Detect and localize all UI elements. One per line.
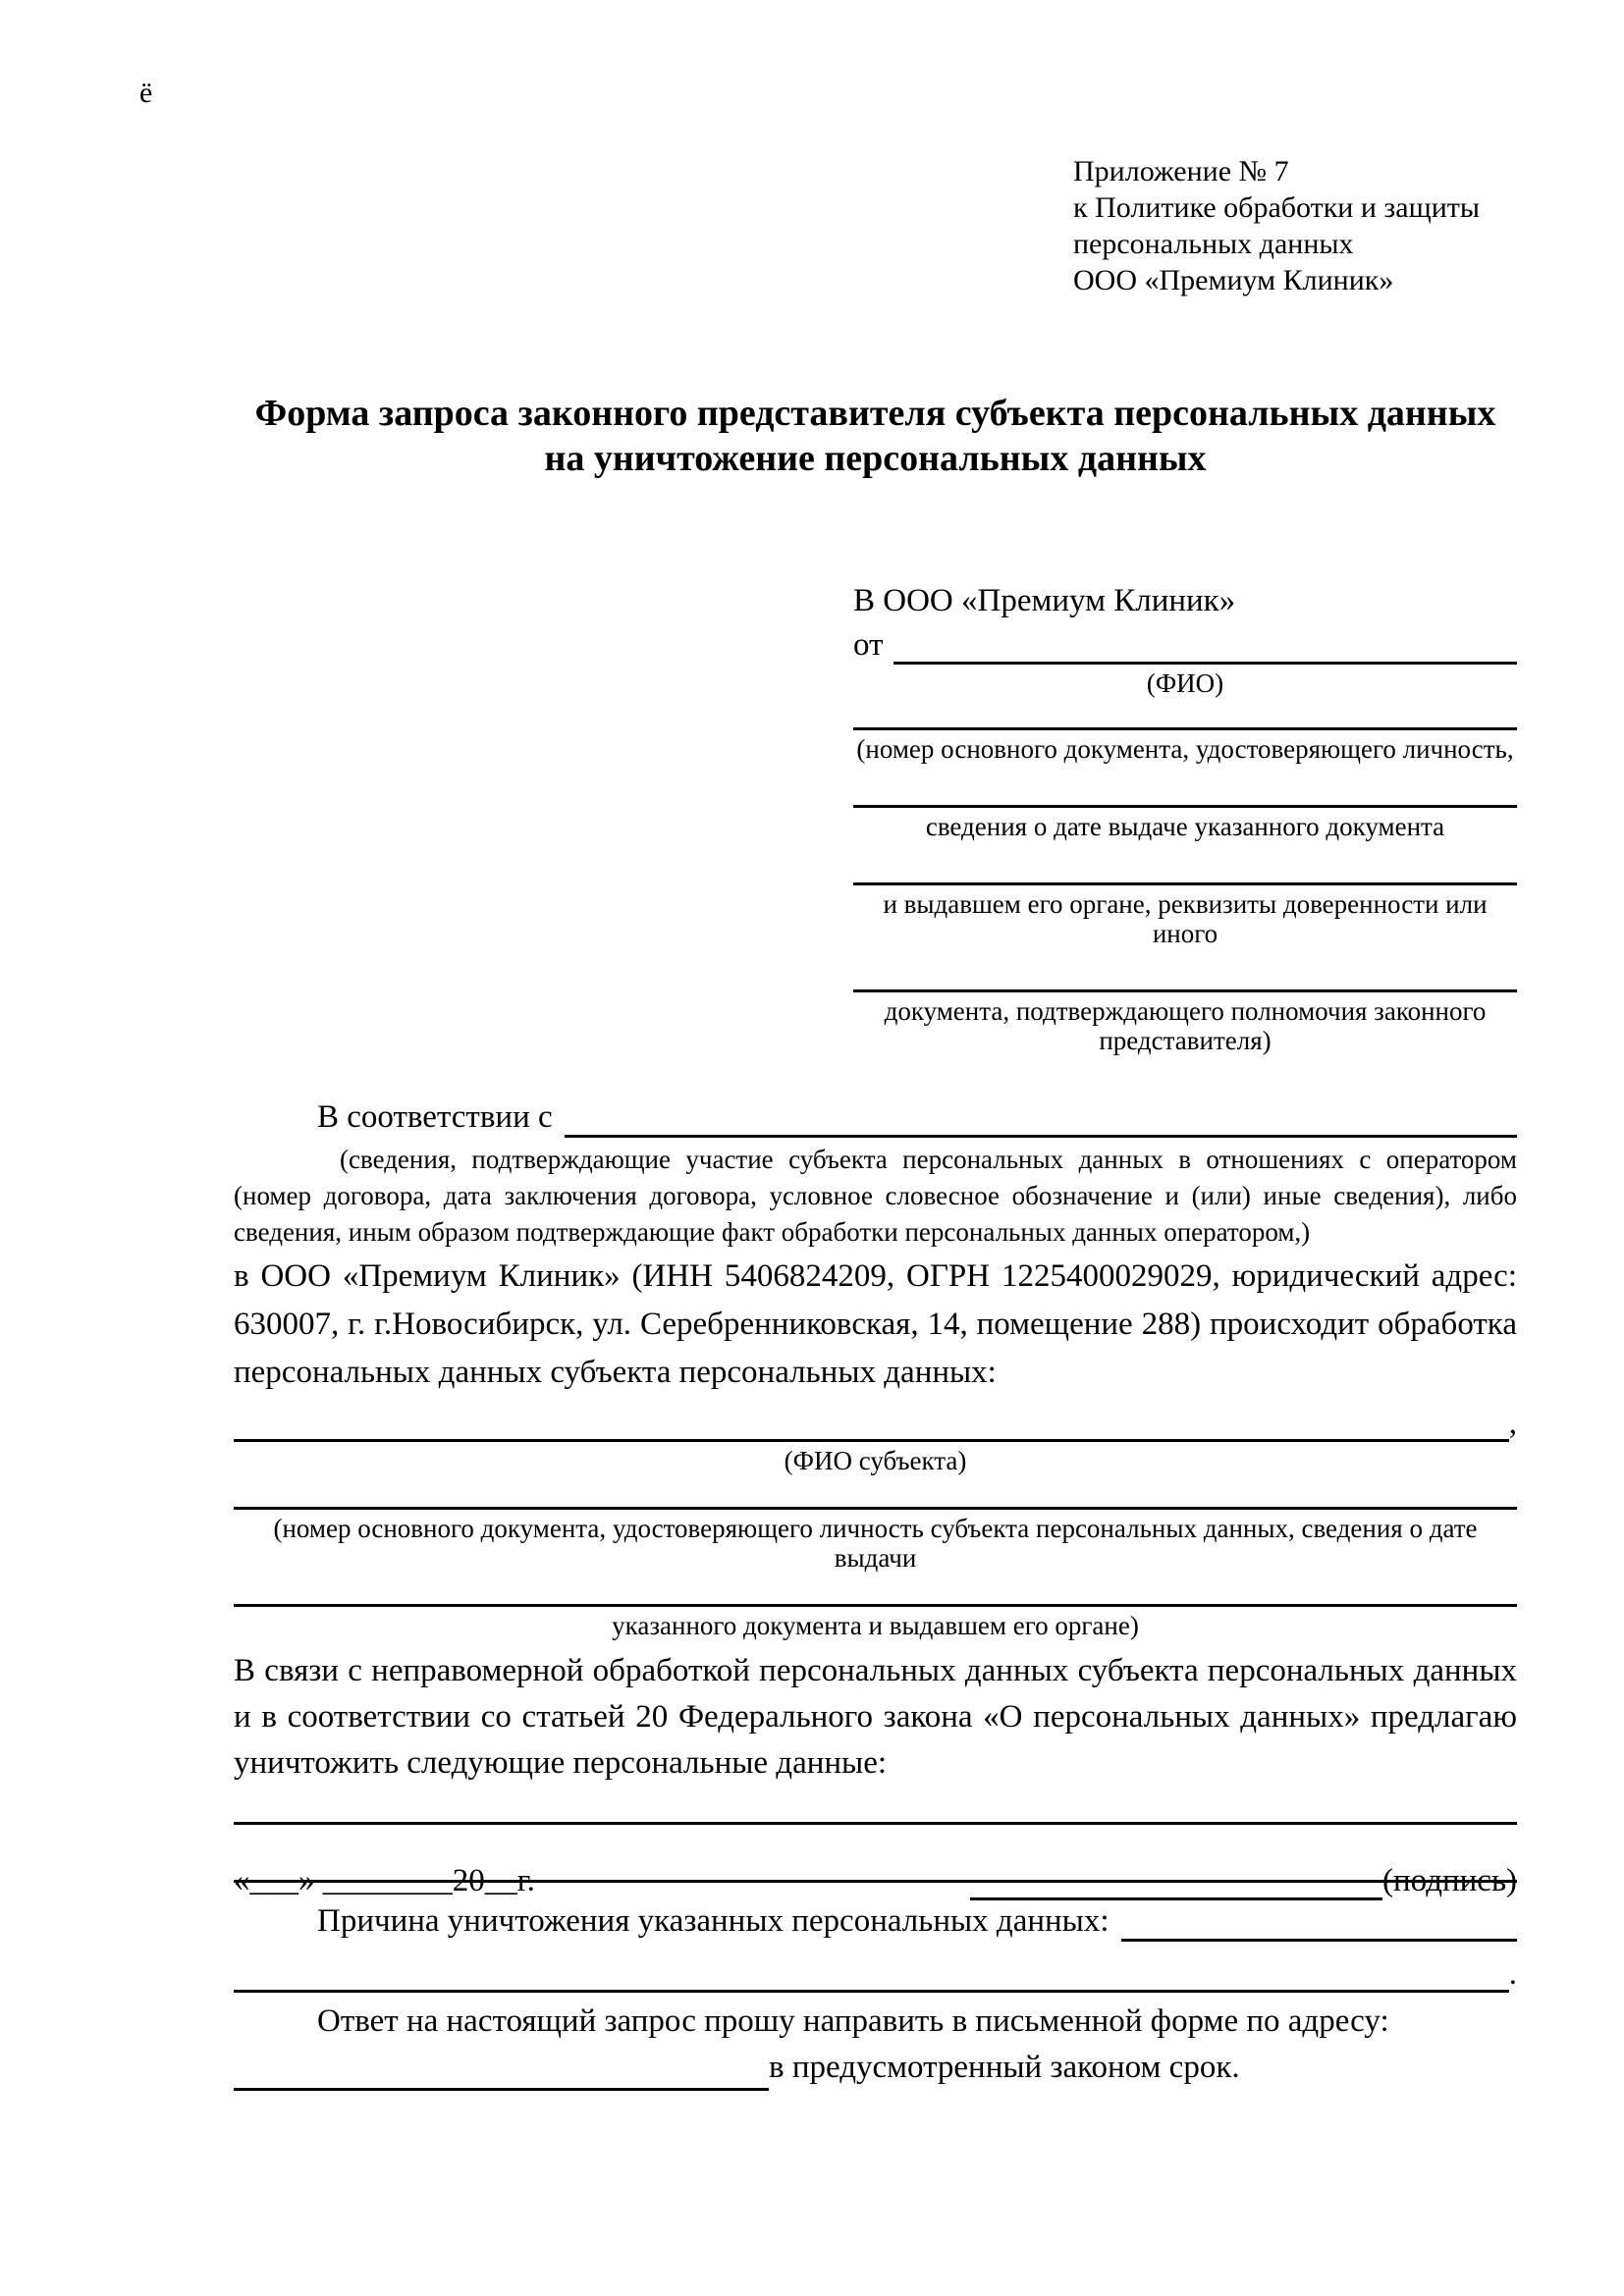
reason-row xyxy=(234,1900,1517,1942)
footer xyxy=(234,1861,1517,1900)
identity-document-caption: (номер основного документа, удостоверяющего личность, xyxy=(856,734,1514,764)
authority-document-field-line[interactable] xyxy=(853,988,1517,992)
appendix-line: к Политике обработки и защиты xyxy=(1073,191,1481,224)
from-label: от xyxy=(853,627,884,663)
operator-paragraph: в ООО «Премиум Клиник» (ИНН 5406824209, ОГРН 1225400029029, юридический адрес: 630007, г. г.Новосибирск, ул. Серебренниковская, 14, помещение 288) происходит обработка персональных данных субъекта персональных данных: xyxy=(234,1258,1517,1390)
subject-fio-caption: (ФИО субъекта) xyxy=(784,1446,967,1475)
subject-document-authority-caption: указанного документа и выдавшем его органе) xyxy=(612,1611,1139,1640)
signature-block xyxy=(970,1861,1517,1900)
issuing-authority-caption: и выдавшем его органе, реквизиты доверенности или иного xyxy=(883,889,1488,948)
reason-continuation-row xyxy=(234,1955,1517,1993)
representative-fio-field-line[interactable] xyxy=(893,662,1518,665)
stray-character: ё xyxy=(139,77,153,109)
issue-date-field-line[interactable] xyxy=(853,803,1517,808)
personal-data-list-field-line[interactable] xyxy=(234,1820,1517,1825)
appendix-line: персональных данных xyxy=(1073,228,1354,260)
subject-fio-field-line[interactable] xyxy=(234,1439,1509,1442)
reason-trailing-period: . xyxy=(1508,1956,1517,1992)
from-row xyxy=(853,625,1517,665)
reason-lead: Причина уничтожения указанных персональных данных: xyxy=(317,1903,1110,1939)
appendix-line: Приложение № 7 xyxy=(1073,155,1289,187)
subject-fio-trailing-comma: , xyxy=(1508,1406,1517,1441)
subject-fio-row xyxy=(234,1405,1517,1442)
date-line: «___» ________20__г. xyxy=(234,1863,535,1898)
unlawful-processing-paragraph: В связи с неправомерной обработкой персональных данных субъекта персональных данных и в соответствии со статьей 20 Федерального закона «О персональных данных» предлагаю уничтожить следующие персональные данные: xyxy=(234,1653,1517,1781)
document-title-line: Форма запроса законного представителя субъекта персональных данных xyxy=(254,393,1496,434)
answer-paragraph: Ответ на настоящий запрос прошу направить в письменной форме по адресу: xyxy=(317,2003,1389,2039)
addressee-block xyxy=(853,583,1517,1055)
fio-caption: (ФИО) xyxy=(1146,668,1224,698)
accordance-row xyxy=(234,1096,1517,1138)
authority-document-caption: документа, подтверждающего полномочия законного представителя) xyxy=(884,996,1487,1055)
answer-tail-text: в предусмотренный законом срок. xyxy=(769,2050,1240,2085)
signature-field-line[interactable] xyxy=(970,1862,1382,1900)
reason-field-line[interactable] xyxy=(1121,1939,1517,1942)
answer-address-row xyxy=(234,2045,1517,2091)
appendix-line: ООО «Премиум Клиник» xyxy=(1073,264,1394,296)
signature-caption: (подпись) xyxy=(1382,1863,1517,1898)
appendix-header xyxy=(1073,153,1517,298)
identity-document-field-line[interactable] xyxy=(853,725,1517,730)
subject-document-field-line[interactable] xyxy=(234,1505,1517,1510)
subject-document-authority-field-line[interactable] xyxy=(234,1602,1517,1607)
addressee-to: В ООО «Премиум Клиник» xyxy=(853,583,1236,618)
accordance-lead: В соответствии с xyxy=(317,1099,553,1135)
document-title-line: на уничтожение персональных данных xyxy=(544,438,1207,479)
accordance-fine-print: (сведения, подтверждающие участие субъекта персональных данных в отношениях с оператором (номер договора, дата заключения договора, условное словесное обозначение и (или) иные сведения), либо сведения, иным образом подтверждающие факт обработки персональных данных оператором,) xyxy=(234,1145,1517,1247)
subject-document-caption: (номер основного документа, удостоверяющего личность субъекта персональных данных, сведения о дате выдачи xyxy=(273,1514,1478,1573)
document-title xyxy=(234,391,1517,481)
answer-address-field-line[interactable] xyxy=(234,2051,769,2091)
reason-continuation-field-line[interactable] xyxy=(234,1990,1509,1993)
issuing-authority-field-line[interactable] xyxy=(853,881,1517,885)
accordance-field-line[interactable] xyxy=(565,1135,1517,1138)
issue-date-caption: сведения о дате выдаче указанного документа xyxy=(925,812,1445,841)
